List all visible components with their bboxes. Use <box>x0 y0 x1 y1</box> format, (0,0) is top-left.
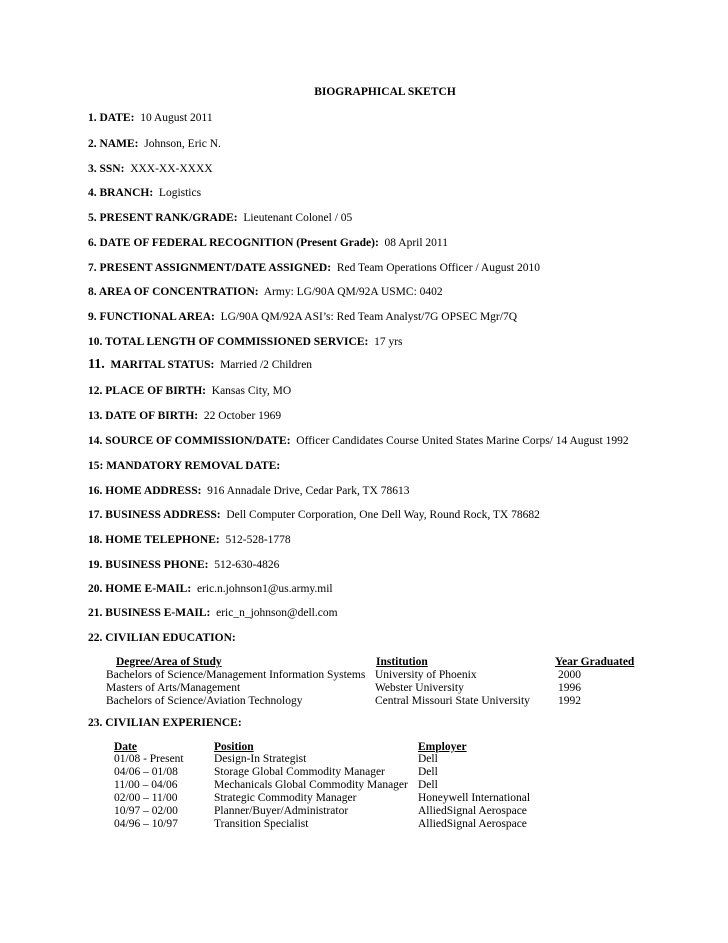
experience-employer: Dell <box>418 753 438 765</box>
field-value: 08 April 2011 <box>384 237 449 249</box>
field-label: 16. HOME ADDRESS: <box>88 485 202 497</box>
field-mandatory-removal <box>88 459 283 473</box>
education-degree: Masters of Arts/Management <box>106 682 241 694</box>
experience-date: 10/97 – 02/00 <box>114 805 178 817</box>
education-institution: University of Phoenix <box>375 669 477 681</box>
field-label: 4. BRANCH: <box>88 187 154 199</box>
field-value: 512-630-4826 <box>214 559 280 571</box>
field-label: 3. SSN: <box>88 163 125 175</box>
field-branch <box>88 186 201 200</box>
experience-position: Transition Specialist <box>214 818 309 830</box>
field-business-email <box>88 606 338 620</box>
field-label: 20. HOME E-MAIL: <box>88 583 192 595</box>
field-value: Officer Candidates Course United States Marine Corps/ 14 August 1992 <box>296 435 629 447</box>
experience-position: Mechanicals Global Commodity Manager <box>214 779 408 791</box>
field-label: 2. NAME: <box>88 138 139 150</box>
education-institution: Webster University <box>375 682 464 694</box>
experience-position: Strategic Commodity Manager <box>214 792 357 804</box>
field-label: MARITAL STATUS: <box>110 359 215 371</box>
field-value: LG/90A QM/92A ASI’s: Red Team Analyst/7G OPSEC Mgr/7Q <box>220 311 517 323</box>
field-number: 11. <box>88 357 105 372</box>
education-year: 2000 <box>558 669 581 681</box>
field-value: Army: LG/90A QM/92A USMC: 0402 <box>263 286 443 298</box>
field-marital-status <box>88 358 312 372</box>
field-label: 22. CIVILIAN EDUCATION: <box>88 632 236 644</box>
experience-header-position: Position <box>214 741 254 753</box>
field-federal-recognition <box>88 236 448 250</box>
field-value: Johnson, Eric N. <box>144 138 221 150</box>
field-label: 15: MANDATORY REMOVAL DATE: <box>88 460 281 472</box>
field-home-address <box>88 484 409 498</box>
field-present-assignment <box>88 261 540 275</box>
experience-date: 04/96 – 10/97 <box>114 818 178 830</box>
experience-employer: Dell <box>418 766 438 778</box>
field-label: 19. BUSINESS PHONE: <box>88 559 209 571</box>
field-value: 512-528-1778 <box>225 534 291 546</box>
field-label: 12. PLACE OF BIRTH: <box>88 385 207 397</box>
field-ssn <box>88 162 213 176</box>
education-header-institution: Institution <box>376 656 428 668</box>
field-civilian-experience <box>88 716 242 730</box>
experience-position: Planner/Buyer/Administrator <box>214 805 349 817</box>
field-value: 916 Annadale Drive, Cedar Park, TX 78613 <box>207 485 410 497</box>
field-value: Married /2 Children <box>220 359 313 371</box>
field-label: 6. DATE OF FEDERAL RECOGNITION (Present Grade): <box>88 237 379 249</box>
field-civilian-education <box>88 631 236 645</box>
experience-position: Design-In Strategist <box>214 753 307 765</box>
field-value: 10 August 2011 <box>140 112 213 124</box>
field-value: XXX-XX-XXXX <box>130 163 213 175</box>
field-label: 21. BUSINESS E-MAIL: <box>88 607 211 619</box>
field-value: Kansas City, MO <box>211 385 292 397</box>
field-place-of-birth <box>88 384 291 398</box>
field-home-email <box>88 582 333 596</box>
field-source-of-commission <box>88 434 629 448</box>
field-date <box>88 111 213 125</box>
field-label: 9. FUNCTIONAL AREA: <box>88 311 215 323</box>
education-header-year: Year Graduated <box>555 656 635 668</box>
field-commissioned-service <box>88 335 403 349</box>
education-degree: Bachelors of Science/Aviation Technology <box>106 695 303 707</box>
field-label: 8. AREA OF CONCENTRATION: <box>88 286 259 298</box>
document-title: BIOGRAPHICAL SKETCH <box>314 86 456 98</box>
field-functional-area <box>88 310 517 324</box>
education-year: 1996 <box>558 682 581 694</box>
field-label: 10. TOTAL LENGTH OF COMMISSIONED SERVICE: <box>88 336 369 348</box>
experience-date: 11/00 – 04/06 <box>114 779 178 791</box>
field-value: 22 October 1969 <box>203 410 282 422</box>
field-value: Dell Computer Corporation, One Dell Way, Round Rock, TX 78682 <box>226 509 540 521</box>
education-institution: Central Missouri State University <box>375 695 530 707</box>
field-business-address <box>88 508 540 522</box>
experience-position: Storage Global Commodity Manager <box>214 766 385 778</box>
field-label: 1. DATE: <box>88 112 135 124</box>
field-area-of-concentration <box>88 285 443 299</box>
experience-employer: Honeywell International <box>418 792 531 804</box>
field-name <box>88 137 221 151</box>
education-degree: Bachelors of Science/Management Information Systems <box>106 669 366 681</box>
experience-employer: AlliedSignal Aerospace <box>418 805 527 817</box>
field-label: 17. BUSINESS ADDRESS: <box>88 509 221 521</box>
education-year: 1992 <box>558 695 581 707</box>
education-header-degree: Degree/Area of Study <box>116 656 222 668</box>
field-label: 7. PRESENT ASSIGNMENT/DATE ASSIGNED: <box>88 262 332 274</box>
field-home-telephone <box>88 533 291 547</box>
field-label: 18. HOME TELEPHONE: <box>88 534 220 546</box>
field-label: 14. SOURCE OF COMMISSION/DATE: <box>88 435 291 447</box>
experience-employer: Dell <box>418 779 438 791</box>
experience-header-employer: Employer <box>418 741 467 753</box>
field-date-of-birth <box>88 409 281 423</box>
experience-date: 02/00 – 11/00 <box>114 792 178 804</box>
field-value: Logistics <box>158 187 202 199</box>
field-rank-grade <box>88 211 352 225</box>
field-label: 5. PRESENT RANK/GRADE: <box>88 212 238 224</box>
experience-header-date: Date <box>114 741 137 753</box>
field-value: Lieutenant Colonel / 05 <box>243 212 353 224</box>
experience-date: 01/08 - Present <box>114 753 184 765</box>
field-label: 23. CIVILIAN EXPERIENCE: <box>88 717 242 729</box>
field-value: Red Team Operations Officer / August 2010 <box>336 262 540 274</box>
field-value: eric.n.johnson1@us.army.mil <box>196 583 333 595</box>
field-business-phone <box>88 558 279 572</box>
experience-date: 04/06 – 01/08 <box>114 766 178 778</box>
field-value: eric_n_johnson@dell.com <box>216 607 338 619</box>
field-label: 13. DATE OF BIRTH: <box>88 410 199 422</box>
experience-employer: AlliedSignal Aerospace <box>418 818 527 830</box>
field-value: 17 yrs <box>374 336 403 348</box>
